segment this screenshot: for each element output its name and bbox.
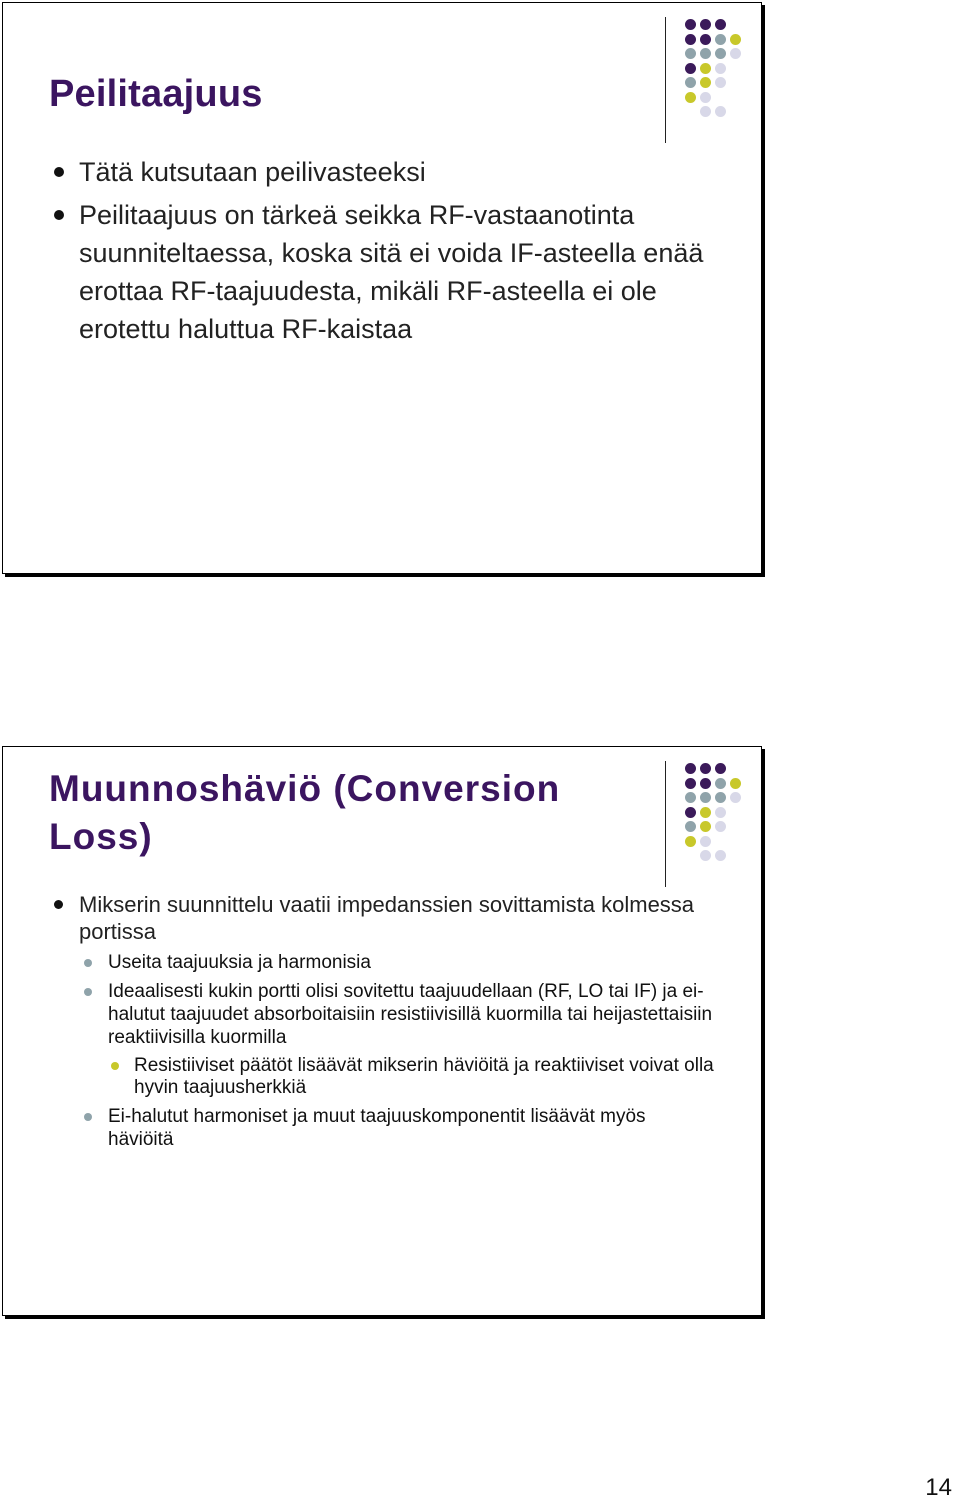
- decorative-dot: [715, 807, 726, 818]
- bullet-item: Ideaalisesti kukin portti olisi sovitettu taajuudellaan (RF, LO tai IF) ja ei-halutut taajuudet absorboitaisiin resistiivisillä kuormilla tai heijastettaisiin reaktiivisilla kuormilla: [108, 980, 719, 1049]
- decorative-dot: [730, 48, 741, 59]
- divider: [665, 761, 666, 887]
- slide-2: [2, 746, 762, 1316]
- decorative-dot: [715, 778, 726, 789]
- decorative-dot: [685, 763, 696, 774]
- decorative-dot: [715, 850, 726, 861]
- decorative-dot: [685, 48, 696, 59]
- decorative-dot: [715, 792, 726, 803]
- bullet-item: Resistiiviset päätöt lisäävät mikserin häviöitä ja reaktiiviset voivat olla hyvin taajuusherkkiä: [134, 1055, 714, 1098]
- decorative-dot: [715, 763, 726, 774]
- decorative-dot: [685, 19, 696, 30]
- decorative-dot: [685, 34, 696, 45]
- decorative-dot: [685, 836, 696, 847]
- decorative-dot: [700, 778, 711, 789]
- decorative-dot: [700, 850, 711, 861]
- slide-title: Muunnoshäviö (Conversion Loss): [49, 768, 561, 857]
- decorative-dot: [700, 106, 711, 117]
- decorative-dot: [715, 48, 726, 59]
- decorative-dot: [685, 792, 696, 803]
- decorative-dot: [700, 807, 711, 818]
- decorative-dot: [700, 34, 711, 45]
- decorative-dot: [700, 836, 711, 847]
- decorative-dot: [730, 778, 741, 789]
- slide-1: [2, 2, 762, 574]
- decorative-dot: [715, 34, 726, 45]
- decorative-dot: [700, 19, 711, 30]
- decorative-dot: [685, 778, 696, 789]
- decorative-dot-grid: [665, 17, 765, 147]
- decorative-dot: [700, 821, 711, 832]
- bullet-item: Mikserin suunnittelu vaatii impedanssien sovittamista kolmessa portissa: [79, 891, 719, 945]
- decorative-dot: [715, 63, 726, 74]
- decorative-dot: [715, 106, 726, 117]
- decorative-dot: [685, 92, 696, 103]
- divider: [665, 17, 666, 143]
- decorative-dot: [730, 792, 741, 803]
- decorative-dot: [700, 48, 711, 59]
- decorative-dot: [700, 77, 711, 88]
- decorative-dot: [715, 19, 726, 30]
- bullet-list: [79, 153, 729, 348]
- bullet-item: Ei-halutut harmoniset ja muut taajuuskomponentit lisäävät myös häviöitä: [108, 1105, 708, 1151]
- slide-title: Peilitaajuus: [49, 73, 263, 115]
- bullet-item: Tätä kutsutaan peilivasteeksi: [79, 153, 729, 191]
- decorative-dot-grid: [665, 761, 765, 891]
- decorative-dot: [700, 763, 711, 774]
- decorative-dot: [685, 821, 696, 832]
- decorative-dot: [685, 77, 696, 88]
- decorative-dot: [700, 92, 711, 103]
- decorative-dot: [730, 34, 741, 45]
- bullet-item: Useita taajuuksia ja harmonisia: [108, 951, 719, 974]
- decorative-dot: [715, 77, 726, 88]
- page-number: 14: [925, 1474, 952, 1501]
- decorative-dot: [700, 792, 711, 803]
- decorative-dot: [685, 807, 696, 818]
- decorative-dot: [700, 63, 711, 74]
- decorative-dot: [685, 63, 696, 74]
- bullet-list: [79, 891, 719, 1151]
- decorative-dot: [715, 821, 726, 832]
- bullet-item: Peilitaajuus on tärkeä seikka RF-vastaanotinta suunniteltaessa, koska sitä ei voida IF-asteella enää erottaa RF-taajuudesta, mikäli RF-asteella ei ole erotettu haluttua RF-kaistaa: [79, 196, 729, 348]
